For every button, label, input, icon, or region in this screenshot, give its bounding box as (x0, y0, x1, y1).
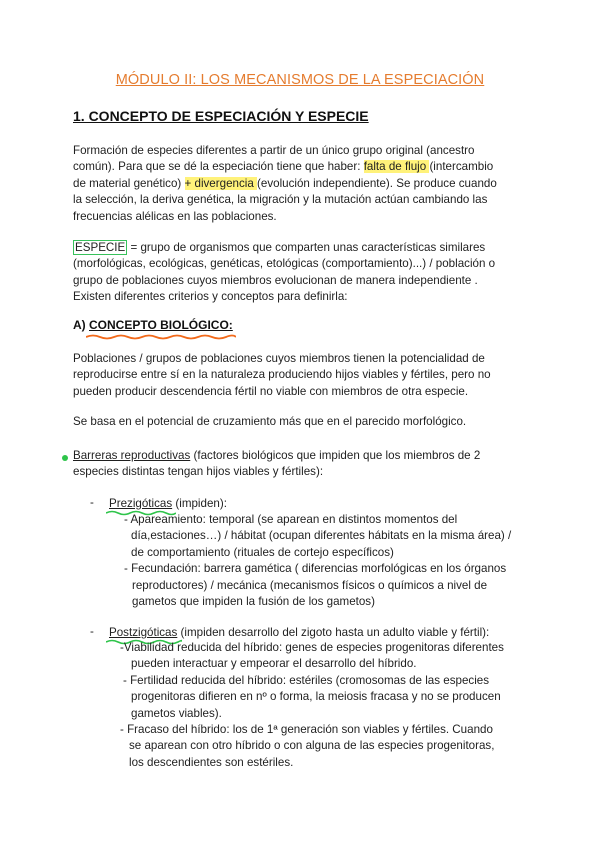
prezigoticas-list (124, 512, 511, 610)
prezigoticas-heading: Prezigóticas (impiden): (109, 497, 227, 510)
section-heading: 1. CONCEPTO DE ESPECIACIÓN Y ESPECIE (73, 108, 369, 124)
list-item: -Viabilidad reducida del híbrido: genes de especies progenitoras diferentes (120, 641, 504, 654)
list-item: se aparean con otro híbrido o con alguna de las especies progenitoras, (129, 739, 495, 753)
list-dash: - (90, 496, 94, 509)
especie-boxed-term: ESPECIE (75, 241, 126, 254)
list-item: los descendientes son estériles. (129, 755, 294, 769)
list-item: gametos viables). (131, 706, 222, 720)
paragraph-especie (73, 240, 495, 306)
list-item: - Fertilidad reducida del híbrido: estériles (cromosomas de las especies (123, 673, 490, 687)
paragraph-cruzamiento (73, 414, 466, 430)
text-line: Barreras reproductivas (factores biológicos que impiden que los miembros de 2 (73, 449, 481, 462)
text-line: grupo de poblaciones cuyos miembros evolucionan de manera independiente . (73, 273, 478, 287)
list-item: - Apareamiento: temporal (se aparean en distintos momentos del (124, 513, 458, 526)
paragraph-biologico (73, 351, 491, 400)
text-line: Se basa en el potencial de cruzamiento más que en el parecido morfológico. (73, 415, 467, 428)
orange-underline-annotation (86, 333, 236, 341)
list-item: - Fracaso del híbrido: los de 1ª generación son viables y fértiles. Cuando (120, 722, 493, 736)
text-line: pueden producir descendencia fértil no viable con miembros de otra especie. (73, 384, 469, 398)
text-line: ESPECIE = grupo de organismos que comparten unas características similares (75, 241, 486, 254)
text-line: común). Para que se dé la especiación tiene que haber: falta de flujo (intercambio (73, 160, 494, 174)
text-line: (morfológicas, ecológicas, genéticas, etológicas (comportamiento)...) / población o (73, 257, 496, 271)
text-line: frecuencias alélicas en las poblaciones. (73, 209, 277, 223)
paragraph-barreras (73, 448, 480, 481)
postzigoticas-heading: Postzigóticas (impiden desarrollo del zigoto hasta un adulto viable y fértil): (109, 626, 490, 639)
list-item: día,estaciones…) / hábitat (ocupan diferentes hábitats en la misma área) / (131, 529, 512, 543)
text-line: especies distintas tengan hijos viables y fértiles): (73, 465, 324, 479)
highlight-divergencia: + divergencia (184, 176, 258, 190)
highlight-falta-de-flujo: falta de flujo (363, 160, 430, 174)
list-dash: - (90, 625, 94, 638)
text-line: Formación de especies diferentes a partir de un único grupo original (ancestro (73, 144, 475, 157)
text-line: de material genético) + divergencia (evolución independiente). Se produce cuando (73, 176, 497, 190)
green-bullet-icon (62, 455, 68, 461)
text-line: Existen diferentes criterios y conceptos para definirla: (73, 290, 348, 304)
text-line: Poblaciones / grupos de poblaciones cuyos miembros tienen la potencialidad de (73, 352, 485, 365)
prezigoticas-term: Prezigóticas (109, 497, 173, 510)
list-item: gametos que impiden la fusión de los gametos) (132, 594, 375, 608)
module-title: MÓDULO II: LOS MECANISMOS DE LA ESPECIACIÓN (115, 72, 485, 88)
text-line: reproducirse entre sí en la naturaleza produciendo hijos viables y fértiles, pero no (73, 368, 491, 382)
postzigoticas-list (120, 640, 504, 771)
list-item: progenitoras difieren en nº o forma, la meiosis fracasa y no se producen (131, 690, 501, 704)
barreras-term: Barreras reproductivas (73, 449, 191, 462)
text-line: la selección, la deriva genética, la migración y la mutación actúan cambiando las (73, 193, 488, 207)
postzigoticas-term: Postzigóticas (109, 626, 178, 639)
list-item: - Fecundación: barrera gamética ( diferencias morfológicas en los órganos (124, 562, 507, 576)
list-item: de comportamiento (rituales de cortejo específicos) (131, 545, 394, 559)
list-item: reproductores) / mecánica (mecanismos físicos o químicos a nivel de (132, 578, 488, 592)
paragraph-speciation (73, 143, 497, 225)
list-item: pueden interactuar y empeorar el desarrollo del híbrido. (131, 657, 417, 671)
subsection-heading: A) CONCEPTO BIOLÓGICO: (73, 318, 233, 332)
